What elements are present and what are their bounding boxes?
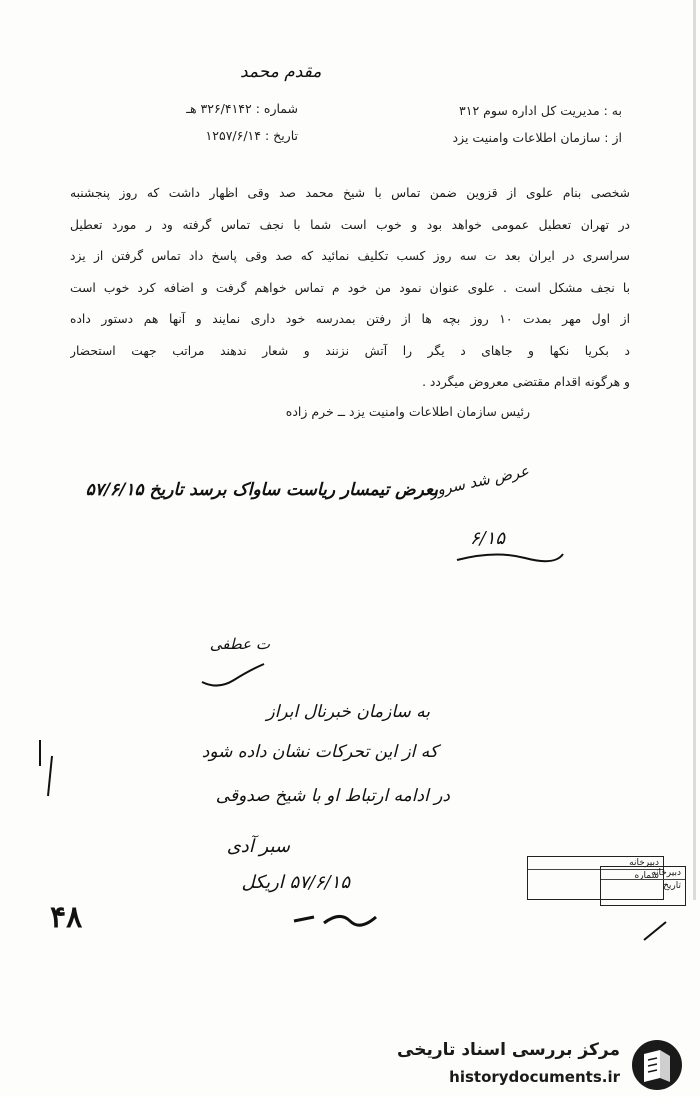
handwritten-line-1: ت عطفی	[209, 635, 270, 653]
page-corner-mark	[640, 918, 670, 948]
body-line: از اول مهر بمدت ۱۰ روز بچه ها از رفتن بمدرسه خود داری نمایند و آنها هم دستور داده	[70, 312, 630, 326]
stamp-row: دبیرخانه	[528, 857, 663, 870]
page-edge-shadow	[693, 0, 696, 900]
handwritten-routing-note: بعرض تیمسار ریاست ساواک برسد تاریخ ۵۷/۶/۱۵	[85, 480, 438, 500]
stamp-row: دبیرخانه	[601, 867, 685, 880]
handwritten-line-4: در ادامه ارتباط او با شیخ صدوقی	[215, 786, 450, 806]
handwritten-line-3: که از این تحرکات نشان داده شود	[201, 742, 438, 762]
registry-stamp-secondary	[600, 866, 686, 906]
handwritten-line-2: به سازمان خبرنال ابراز	[266, 702, 430, 722]
body-line: سراسری در ایران بعد ت سه روز کسب تکلیف نمائید که صد وقی پاسخ داد تماس گرفتن از یزد	[70, 249, 630, 263]
archive-url: historydocuments.ir	[449, 1068, 620, 1086]
letter-body	[70, 178, 630, 399]
body-line: در تهران تعطیل عمومی خواهد بود و خوب است شما با نجف تماس گرفته ود ر مورد تعطیل	[70, 217, 630, 232]
handwritten-scribble	[290, 905, 380, 935]
body-line: و هرگونه اقدام مقتضی معروض میگردد .	[422, 375, 630, 389]
handwritten-line-6: ۵۷/۶/۱۵ اریکل	[241, 872, 350, 893]
handwritten-line-5: سبر آدی	[226, 836, 290, 857]
handwritten-underline	[455, 548, 565, 568]
header-to: به : مدیریت کل اداره سوم ۳۱۲	[459, 103, 622, 118]
handwritten-note-right: عرض شد سرور	[428, 461, 531, 501]
handwritten-scribble	[34, 736, 64, 816]
body-line: شخصی بنام علوی از قزوین ضمن تماس با شیخ محمد صد وقی اظهار داشت که روز پنجشنبه	[70, 186, 630, 200]
stamp-row: شماره	[634, 871, 659, 881]
handwritten-checkmark	[198, 656, 268, 696]
stamp-row: تاریخ	[663, 881, 681, 891]
header-date: تاریخ : ۱۲۵۷/۶/۱۴	[205, 128, 298, 143]
body-line: با نجف مشکل است . علوی عنوان نمود من خود م تماس خواهم گرفت و اضافه کرد خوب است	[70, 280, 630, 295]
archive-watermark	[392, 1036, 692, 1092]
header-from: از : سازمان اطلاعات وامنیت یزد	[452, 130, 622, 145]
handwritten-note-number: ۶/۱۵	[470, 528, 506, 549]
header-number: شماره : ۳۲۶/۴۱۴۲ هـ	[186, 101, 298, 116]
archive-title: مرکز بررسی اسناد تاریخی	[397, 1040, 620, 1060]
body-line: د بکریا نکها و جاهای د یگر را آتش نزنند و شعار ندهند مراتب جهت استحضار	[70, 343, 630, 358]
top-handwritten-note: مقدم محمد	[240, 62, 322, 82]
signature-line: رئیس سازمان اطلاعات وامنیت یزد ــ خرم زاده	[285, 404, 530, 419]
handwritten-margin-number: ۴۸	[50, 900, 83, 935]
archive-logo-icon	[630, 1038, 684, 1092]
